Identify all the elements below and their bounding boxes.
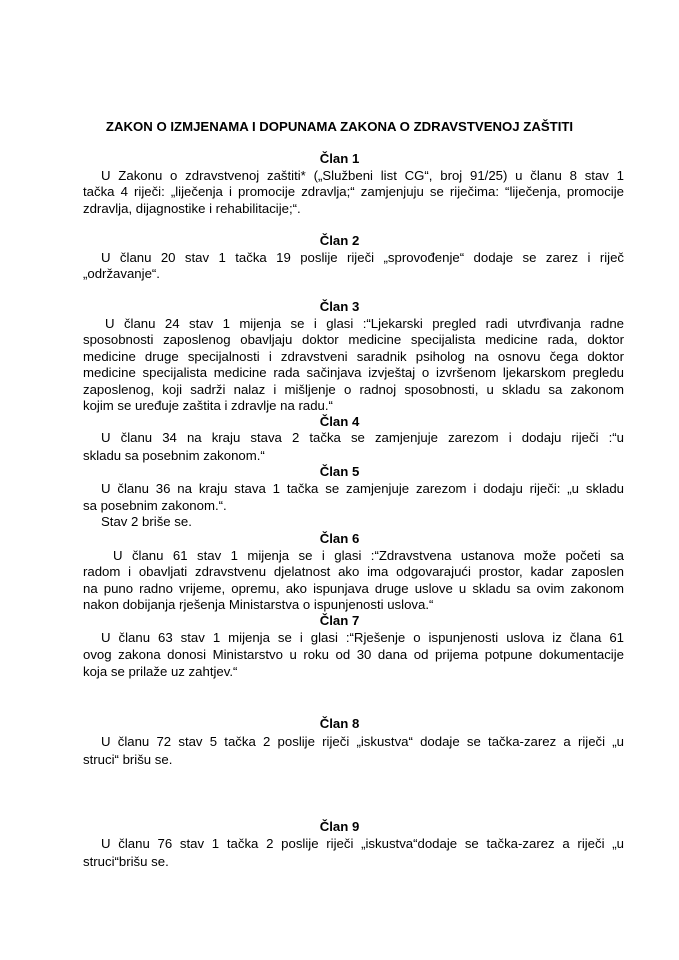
- article-1-line: tačka 4 riječi: „liječenja i promocije zdravlja;“ zamjenjuju se riječima: “liječenja, promocije: [83, 184, 624, 199]
- article-8-line: struci“ brišu se.: [83, 752, 173, 767]
- article-6-heading: Član 6: [319, 531, 360, 546]
- article-2-line: „održavanje“.: [83, 266, 160, 281]
- article-5-line: sa posebnim zakonom.“.: [83, 498, 227, 513]
- article-7-line: koja se prilaže uz zahtjev.“: [83, 664, 238, 679]
- article-6-line: U članu 61 stav 1 mijenja se i glasi :“Zdravstvena ustanova može početi sa: [113, 548, 624, 563]
- article-5-heading: Član 5: [319, 464, 360, 479]
- article-1-heading: Član 1: [319, 151, 360, 166]
- article-1-line: U Zakonu o zdravstvenoj zaštiti* („Službeni list CG“, broj 91/25) u članu 8 stav 1: [101, 168, 624, 183]
- article-3-line: U članu 24 stav 1 mijenja se i glasi :“Ljekarski pregled radi utvrđivanja radne: [105, 316, 624, 331]
- article-4-line: U članu 34 na kraju stava 2 tačka se zamjenjuje zarezom i dodaju riječi :“u: [101, 430, 624, 445]
- article-5-line: Stav 2 briše se.: [101, 514, 192, 529]
- article-3-line: zaposlenog, koji sadrži nalaz i mišljenje o radnoj sposobnosti, u skladu sa zakonom: [83, 382, 624, 397]
- article-3-line: medicine specijalista medicine rada sačinjava izvještaj o izvršenom ljekarskom pregledu: [83, 365, 624, 380]
- article-3-line: kojim se uređuje zaštita i zdravlje na radu.“: [83, 398, 333, 413]
- article-2-heading: Član 2: [319, 233, 360, 248]
- article-3-line: medicine druge specijalnosti i zdravstveni saradnik psiholog na osnovu čega doktor: [83, 349, 624, 364]
- document-title: ZAKON O IZMJENAMA I DOPUNAMA ZAKONA O ZDRAVSTVENOJ ZAŠTITI: [105, 119, 574, 134]
- article-8-line: U članu 72 stav 5 tačka 2 poslije riječi „iskustva“ dodaje se tačka-zarez a riječi „u: [101, 734, 624, 749]
- article-4-heading: Član 4: [319, 414, 360, 429]
- article-2-line: U članu 20 stav 1 tačka 19 poslije riječi „sprovođenje“ dodaje se zarez i riječ: [101, 250, 624, 265]
- article-3-line: sposobnosti zaposlenog obavljaju doktor medicine specijalista medicine rada, doktor: [83, 332, 624, 347]
- article-7-line: U članu 63 stav 1 mijenja se i glasi :“Rješenje o ispunjenosti uslova iz člana 61: [101, 630, 624, 645]
- article-9-line: U članu 76 stav 1 tačka 2 poslije riječi „iskustva“dodaje se tačka-zarez a riječi „u: [101, 836, 624, 851]
- article-9-line: struci“brišu se.: [83, 854, 169, 869]
- article-9-heading: Član 9: [319, 819, 360, 834]
- article-8-heading: Član 8: [319, 716, 360, 731]
- article-6-line: nakon dobijanja rješenja Ministarstva o ispunjenosti uslova.“: [83, 597, 434, 612]
- article-7-heading: Član 7: [319, 613, 360, 628]
- article-6-line: na puno radno vrijeme, opremu, ako ispunjava druge uslove u skladu sa ovim zakonom: [83, 581, 624, 596]
- article-1-line: zdravlja, dijagnostike i rehabilitacije;“.: [83, 201, 301, 216]
- article-3-heading: Član 3: [319, 299, 360, 314]
- article-7-line: ovog zakona donosi Ministarstvo u roku od 30 dana od prijema potpune dokumentacije: [83, 647, 624, 662]
- article-5-line: U članu 36 na kraju stava 1 tačka se zamjenjuje zarezom i dodaju riječi: „u skladu: [101, 481, 624, 496]
- article-4-line: skladu sa posebnim zakonom.“: [83, 448, 265, 463]
- article-6-line: radom i obavljati zdravstvenu djelatnost ako ima odgovarajući prostor, kadar zaposlen: [83, 564, 624, 579]
